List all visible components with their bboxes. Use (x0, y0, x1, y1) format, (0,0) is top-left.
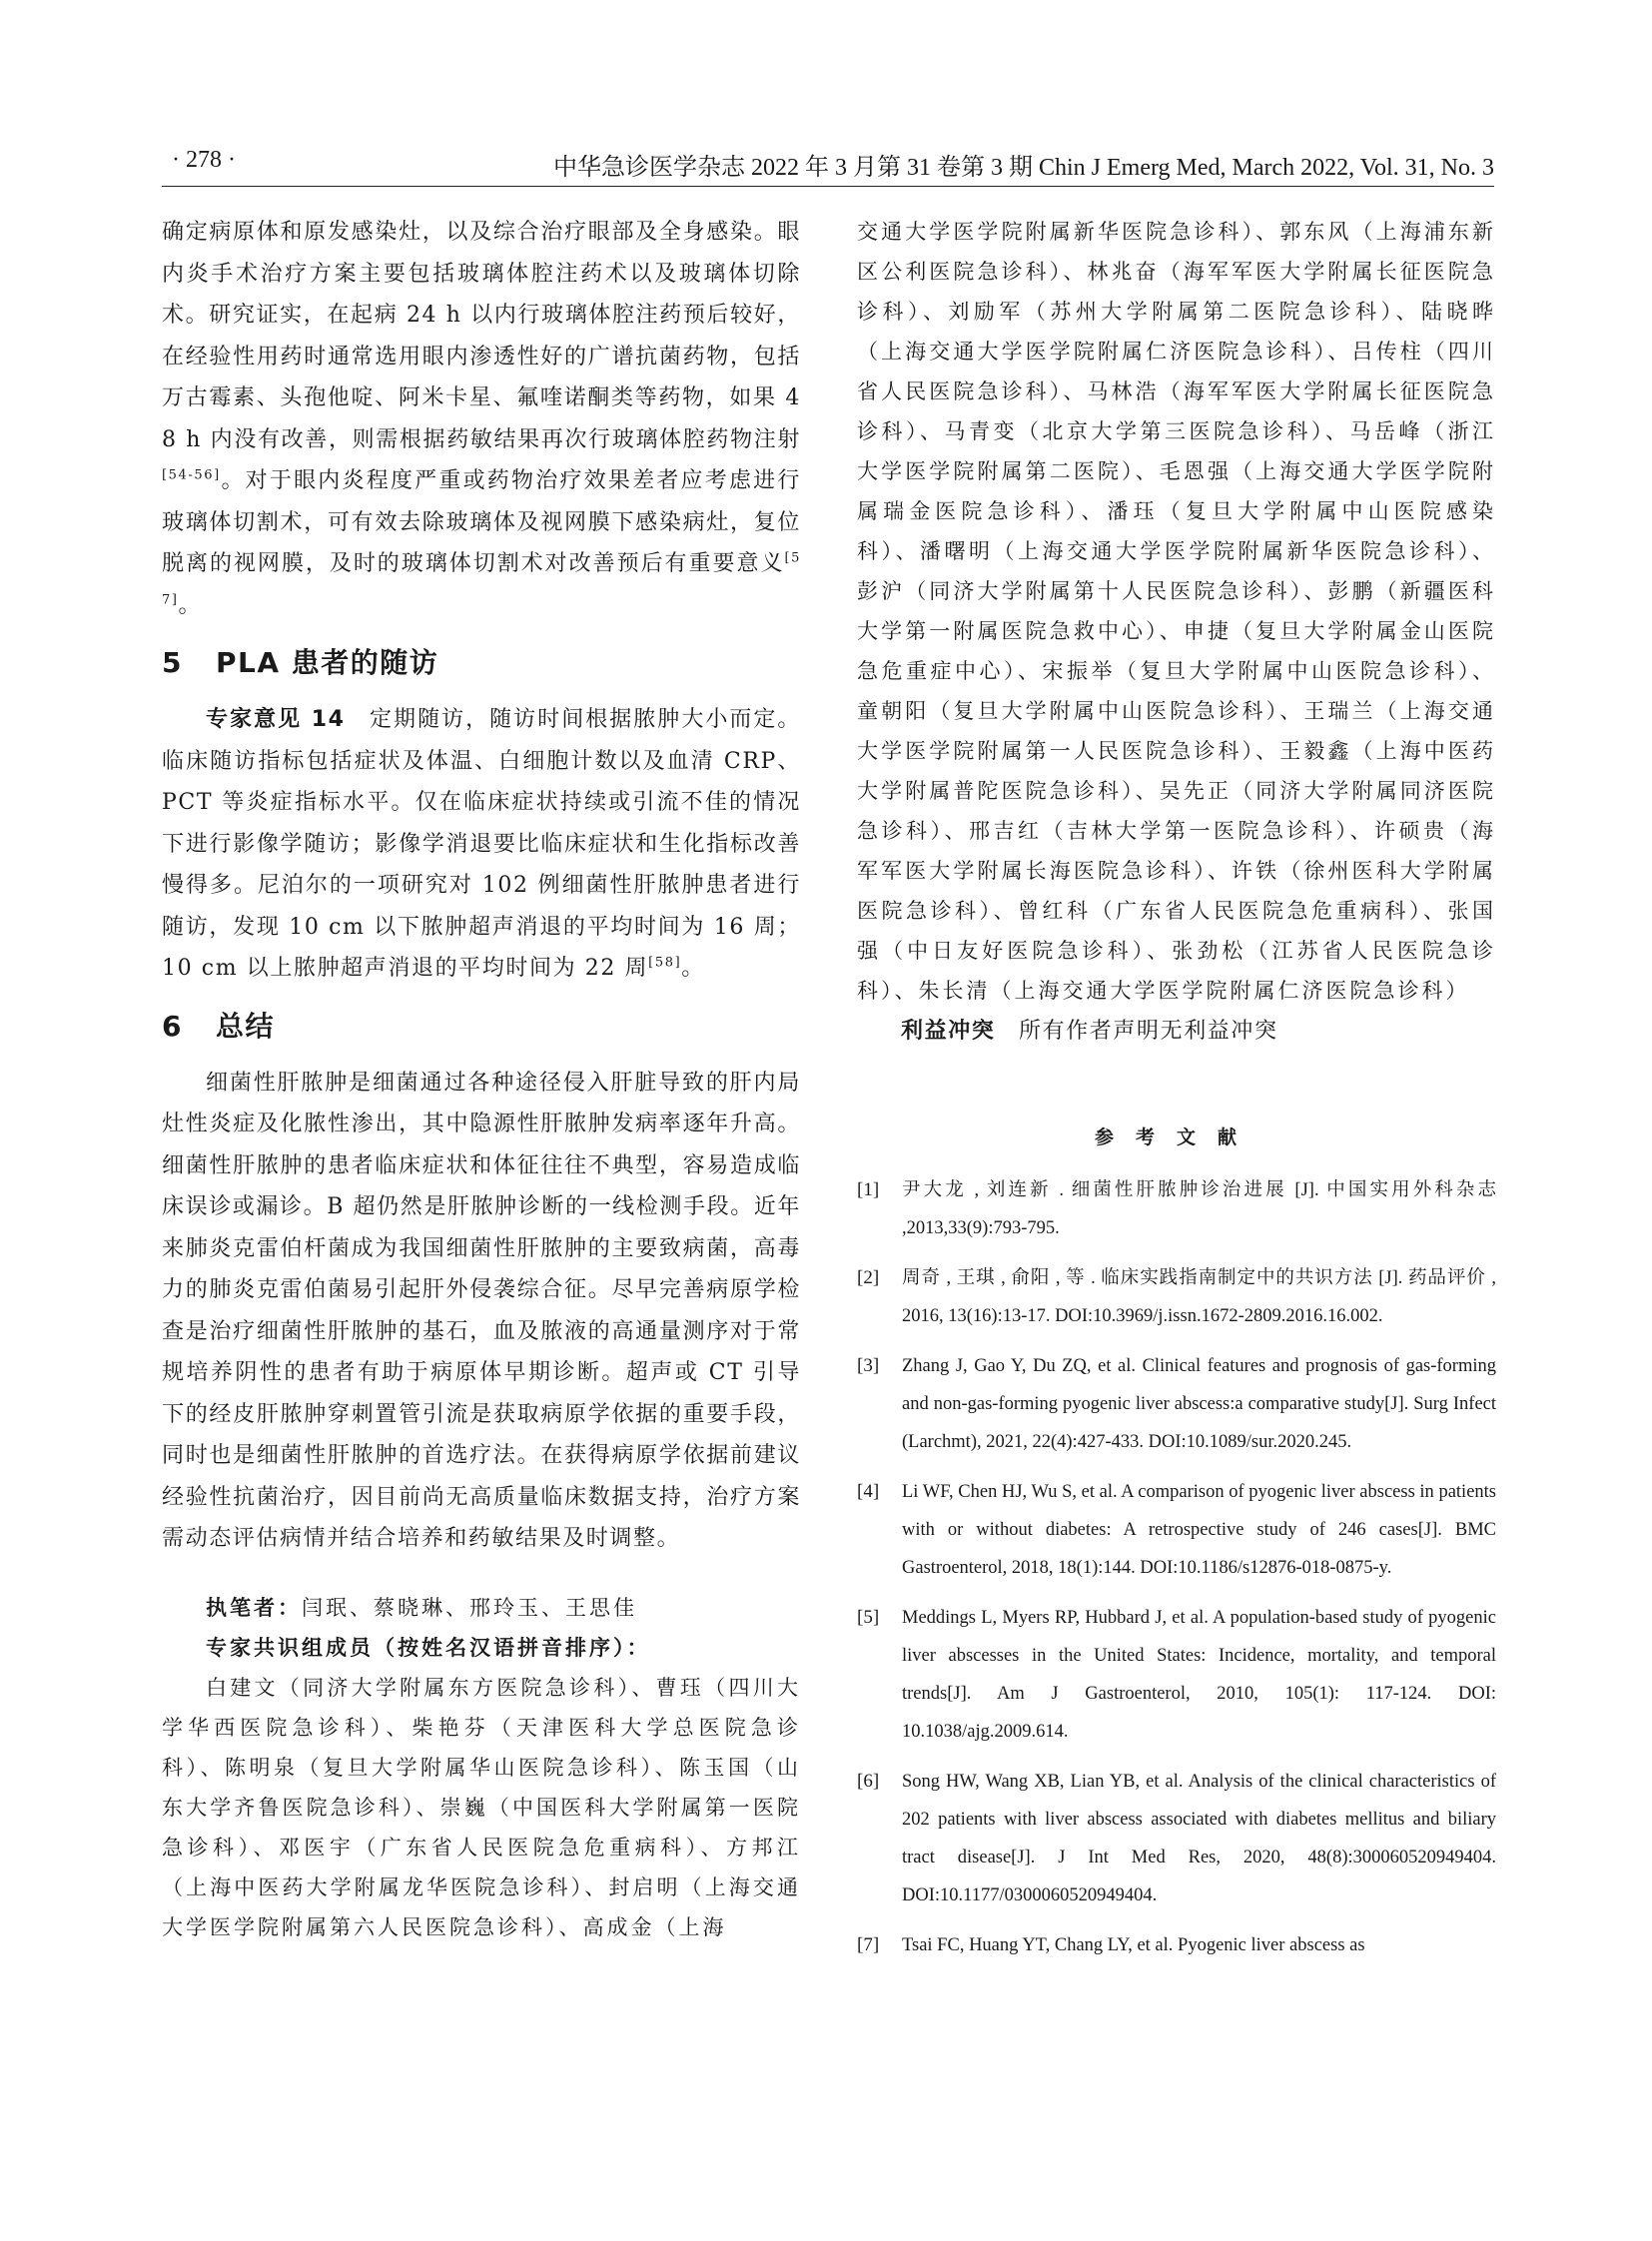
section-number: 5 (162, 646, 183, 679)
reference-number: [3] (857, 1354, 880, 1376)
reference-number: [4] (857, 1480, 880, 1502)
reference-text: Meddings L, Myers RP, Hubbard J, et al. A population-based study of pyogenic liver abscesses in the United States: Incidence, mortality, and temporal trends[J]. Am J Gastroenterol, 2010, 105(1): 117-124. DOI: 10.1038/ajg.2009.614. (902, 1607, 1496, 1742)
page-number: · 278 · (172, 147, 236, 173)
expert-opinion-14 (162, 699, 801, 990)
reference-number: [5] (857, 1606, 880, 1628)
writers-names: 闫珉、蔡晓琳、邢玲玉、王思佳 (302, 1595, 637, 1620)
writers-label: 执笔者： (206, 1595, 302, 1620)
reference-text: Song HW, Wang XB, Lian YB, et al. Analysis of the clinical characteristics of 202 patients with liver abscess associated with diabetes mellitus and biliary tract disease[J]. J Int Med Res, 2020, 48(8):300060520949404. DOI:10.1177/0300060520949404. (902, 1771, 1496, 1905)
members-label-line (162, 1628, 801, 1668)
reference-item (857, 1599, 1496, 1751)
reference-list (857, 1171, 1496, 1964)
citation[interactable]: [58] (648, 955, 682, 971)
para-text: 。 (178, 592, 203, 618)
reference-number: [2] (857, 1266, 880, 1288)
reference-text: 尹大龙 , 刘连新 . 细菌性肝脓肿诊治进展 [J]. 中国实用外科杂志 ,2013,33(9):793-795. (902, 1179, 1496, 1238)
section-heading-5 (162, 641, 801, 685)
reference-number: [7] (857, 1933, 880, 1955)
reference-item (857, 1259, 1496, 1335)
reference-number: [6] (857, 1770, 880, 1792)
reference-item (857, 1926, 1496, 1964)
para-text: 定期随访，随访时间根据脓肿大小而定。临床随访指标包括症状及体温、白细胞计数以及血清 CRP、PCT 等炎症指标水平。仅在临床症状持续或引流不佳的情况下进行影像学随访；影像学消退要比临床症状和生化指标改善慢得多。尼泊尔的一项研究对 102 例细菌性肝脓肿患者进行随访，发现 10 cm 以下脓肿超声消退的平均时间为 16 周；10 cm 以上脓肿超声消退的平均时间为 22 周 (162, 707, 801, 981)
reference-item (857, 1171, 1496, 1247)
members-list-part1: 白建文（同济大学附属东方医院急诊科）、曹珏（四川大学华西医院急诊科）、柴艳芬（天津医科大学总医院急诊科）、陈明泉（复旦大学附属华山医院急诊科）、陈玉国（山东大学齐鲁医院急诊科）、崇巍（中国医科大学附属第一医院急诊科）、邓医宇（广东省人民医院急危重病科）、方邦江（上海中医药大学附属龙华医院急诊科）、封启明（上海交通大学医学院附属第六人民医院急诊科）、高成金（上海 (162, 1675, 801, 1939)
header-rule (162, 186, 1494, 187)
conflict-label: 利益冲突 (901, 1019, 996, 1044)
citation[interactable]: [54-56] (162, 467, 221, 483)
reference-item (857, 1473, 1496, 1587)
reference-item (857, 1763, 1496, 1914)
section-title: PLA 患者的随访 (216, 646, 439, 679)
reference-text: 周奇 , 王琪 , 俞阳 , 等 . 临床实践指南制定中的共识方法 [J]. 药品评价 , 2016, 13(16):13-17. DOI:10.3969/j.issn.1672-2809.2016.16.002. (902, 1267, 1496, 1326)
left-column (162, 212, 801, 1947)
reference-number: [1] (857, 1178, 880, 1200)
reference-text: Zhang J, Gao Y, Du ZQ, et al. Clinical features and prognosis of gas-forming and non-gas-forming pyogenic liver abscess:a comparative study[J]. Surg Infect (Larchmt), 2021, 22(4):427-433. DOI:10.1089/sur.2020.245. (902, 1355, 1496, 1452)
references-heading: 参考文献 (1094, 1125, 1258, 1148)
conflict-text: 所有作者声明无利益冲突 (995, 1019, 1278, 1044)
para-text: 确定病原体和原发感染灶，以及综合治疗眼部及全身感染。眼内炎手术治疗方案主要包括玻璃体腔注药术以及玻璃体切除术。研究证实，在起病 24 h 以内行玻璃体腔注药预后较好，在经验性用药时通常选用眼内渗透性好的广谱抗菌药物，包括万古霉素、头孢他啶、阿米卡星、氟喹诺酮类等药物，如果 48 h 内没有改善，则需根据药敏结果再次行玻璃体腔药物注射 (162, 220, 801, 452)
members-list-part2: 交通大学医学院附属新华医院急诊科）、郭东风（上海浦东新区公利医院急诊科）、林兆奋（海军军医大学附属长征医院急诊科）、刘励军（苏州大学附属第二医院急诊科）、陆晓晔（上海交通大学医学院附属仁济医院急诊科）、吕传柱（四川省人民医院急诊科）、马林浩（海军军医大学附属长征医院急诊科）、马青变（北京大学第三医院急诊科）、马岳峰（浙江大学医学院附属第二医院）、毛恩强（上海交通大学医学院附属瑞金医院急诊科）、潘珏（复旦大学附属中山医院感染科）、潘曙明（上海交通大学医学院附属新华医院急诊科）、彭沪（同济大学附属第十人民医院急诊科）、彭鹏（新疆医科大学第一附属医院急救中心）、申捷（复旦大学附属金山医院急危重症中心）、宋振举（复旦大学附属中山医院急诊科）、童朝阳（复旦大学附属中山医院急诊科）、王瑞兰（上海交通大学医学院附属第一人民医院急诊科）、王毅鑫（上海中医药大学附属普陀医院急诊科）、吴先正（同济大学附属同济医院急诊科）、邢吉红（吉林大学第一医院急诊科）、许硕贵（海军军医大学附属长海医院急诊科）、许铁（徐州医科大学附属医院急诊科）、曾红科（广东省人民医院急危重病科）、张国强（中日友好医院急诊科）、张劲松（江苏省人民医院急诊科）、朱长清（上海交通大学医学院附属仁济医院急诊科） (857, 220, 1496, 1003)
section-number: 6 (162, 1009, 183, 1043)
endophthalmitis-paragraph (162, 212, 801, 626)
opinion-label: 专家意见 14 (206, 707, 346, 732)
citation[interactable]: [57] (162, 550, 801, 608)
para-text: 。对于眼内炎程度严重或药物治疗效果差者应考虑进行玻璃体切割术，可有效去除玻璃体及视网膜下感染病灶，复位脱离的视网膜，及时的玻璃体切割术对改善预后有重要意义 (162, 468, 801, 576)
reference-text: Li WF, Chen HJ, Wu S, et al. A comparison of pyogenic liver abscess in patients with or without diabetes: A retrospective study of 246 cases[J]. BMC Gastroenterol, 2018, 18(1):144. DOI:10.1186/s12876-018-0875-y. (902, 1481, 1496, 1578)
summary-paragraph: 细菌性肝脓肿是细菌通过各种途径侵入肝脏导致的肝内局灶性炎症及化脓性渗出，其中隐源性肝脓肿发病率逐年升高。细菌性肝脓肿的患者临床症状和体征往往不典型，容易造成临床误诊或漏诊。B 超仍然是肝脓肿诊断的一线检测手段。近年来肺炎克雷伯杆菌成为我国细菌性肝脓肿的主要致病菌，高毒力的肺炎克雷伯菌易引起肝外侵袭综合征。尽早完善病原学检查是治疗细菌性肝脓肿的基石，血及脓液的高通量测序对于常规培养阴性的患者有助于病原体早期诊断。超声或 CT 引导下的经皮肝脓肿穿刺置管引流是获取病原学依据的重要手段，同时也是细菌性肝脓肿的首选疗法。在获得病原学依据前建议经验性抗菌治疗，因目前尚无高质量临床数据支持，治疗方案需动态评估病情并结合培养和药敏结果及时调整。 (162, 1070, 801, 1551)
right-column (857, 212, 1496, 1976)
conflict-statement (857, 1011, 1496, 1053)
section-title: 总结 (216, 1009, 276, 1043)
journal-line: 中华急诊医学杂志 2022 年 3 月第 31 卷第 3 期 Chin J Emerg Med, March 2022, Vol. 31, No. 3 (553, 155, 1494, 181)
reference-item (857, 1347, 1496, 1461)
para-text: 。 (681, 956, 705, 981)
reference-text: Tsai FC, Huang YT, Chang LY, et al. Pyogenic liver abscess as (902, 1934, 1365, 1955)
section-heading-6 (162, 1005, 801, 1049)
page-header (162, 145, 1494, 185)
writers-line (162, 1588, 801, 1628)
members-label: 专家共识组成员（按姓名汉语拼音排序）： (206, 1635, 651, 1660)
